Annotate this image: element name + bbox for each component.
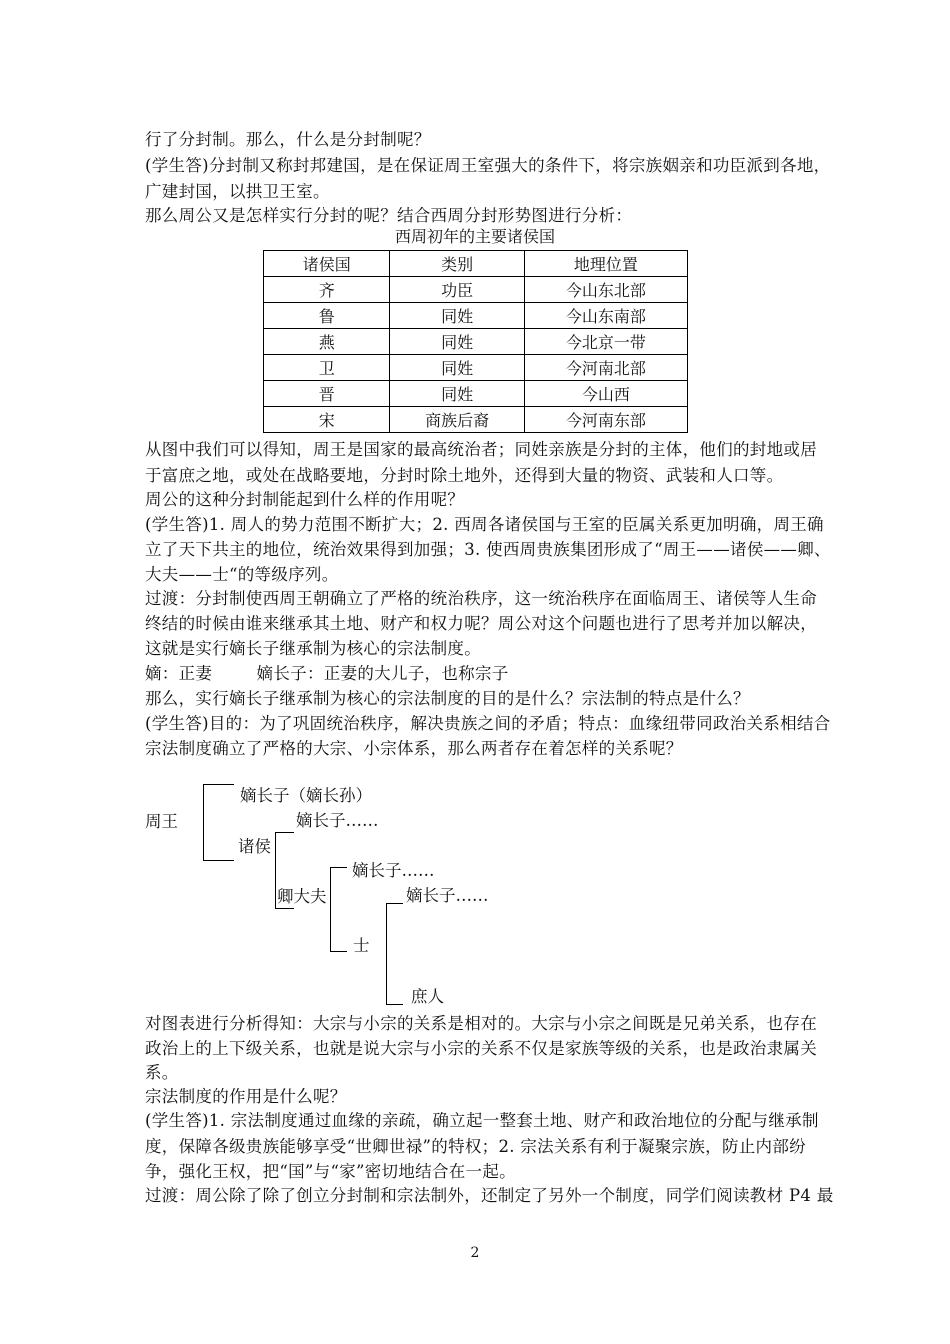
paragraph-line: 周公的这种分封制能起到什么样的作用呢？ — [145, 490, 465, 509]
table-cell: 同姓 — [390, 329, 524, 355]
table-header-cell: 诸侯国 — [264, 251, 390, 277]
bracket-zhouwang — [203, 784, 234, 861]
table-cell: 今山西 — [524, 381, 687, 407]
feudal-states-table — [263, 250, 688, 433]
table-cell: 功臣 — [390, 277, 524, 303]
table-cell: 同姓 — [390, 303, 524, 329]
paragraph-line: 度，保障各级贵族能够享受“世卿世禄”的特权；2. 宗法关系有利于凝聚宗族，防止内部纷 — [145, 1137, 806, 1156]
paragraph-line: 过渡：分封制使西周王朝确立了严格的统治秩序，这一统治秩序在面临周王、诸侯等人生命 — [145, 589, 817, 608]
tree-node-eldest-son-grandson: 嫡长子（嫡长孙） — [240, 786, 372, 805]
paragraph-line: (学生答)1. 周人的势力范围不断扩大；2. 西周各诸侯国与王室的臣属关系更加明确，周王确 — [145, 515, 824, 534]
table-cell: 同姓 — [390, 355, 524, 381]
tree-node-eldest-son: 嫡长子…… — [406, 886, 489, 905]
paragraph-line: 立了天下共主的地位，统治效果得到加强；3. 使西周贵族集团形成了“周王——诸侯——卿、 — [145, 540, 831, 559]
paragraph-line: 广建封国，以拱卫王室。 — [145, 182, 330, 201]
bracket-qingdafu — [330, 867, 347, 952]
table-cell: 卫 — [264, 355, 390, 381]
paragraph-line: (学生答)目的：为了巩固统治秩序，解决贵族之间的矛盾；特点：血缘纽带同政治关系相结合 — [145, 714, 831, 733]
tree-node-shi: 士 — [353, 936, 370, 955]
table-row — [264, 303, 688, 329]
tree-node-qingdafu: 卿大夫 — [277, 887, 327, 906]
table-header-row — [264, 251, 688, 277]
paragraph-line: 大夫——士“的等级序列。 — [145, 565, 339, 584]
tree-node-zhuhou: 诸侯 — [238, 837, 271, 856]
table-cell: 今山东南部 — [524, 303, 687, 329]
tree-node-shuren: 庶人 — [411, 987, 444, 1006]
table-row — [264, 277, 688, 303]
paragraph-line: 于富庶之地，或处在战略要地，分封时除土地外，还得到大量的物资、武装和人口等。 — [145, 466, 784, 485]
table-header-cell: 类别 — [390, 251, 524, 277]
tree-node-eldest-son: 嫡长子…… — [296, 811, 379, 830]
paragraph-line: 争，强化王权，把“国”与“家”密切地结合在一起。 — [145, 1162, 516, 1181]
paragraph-line: 宗法制度确立了严格的大宗、小宗体系，那么两者存在着怎样的关系呢？ — [145, 739, 683, 758]
tree-node-eldest-son: 嫡长子…… — [352, 861, 435, 880]
table-cell: 燕 — [264, 329, 390, 355]
paragraph-line: 终结的时候由谁来继承其土地、财产和权力呢？周公对这个问题也进行了思考并加以解决， — [145, 614, 817, 633]
paragraph-line: 从图中我们可以得知，周王是国家的最高统治者；同姓亲族是分封的主体，他们的封地或居 — [145, 440, 817, 459]
table-cell: 今河南东部 — [524, 407, 687, 433]
table-row — [264, 381, 688, 407]
page-number: 2 — [470, 1245, 480, 1261]
paragraph-line: 政治上的上下级关系，也就是说大宗与小宗的关系不仅是家族等级的关系，也是政治隶属关 — [145, 1039, 817, 1058]
paragraph-line: 这就是实行嫡长子继承制为核心的宗法制度。 — [145, 639, 481, 658]
paragraph-line: 那么，实行嫡长子继承制为核心的宗法制度的目的是什么？宗法制的特点是什么？ — [145, 689, 750, 708]
tree-node-zhouwang: 周王 — [145, 812, 178, 831]
table-header-cell: 地理位置 — [524, 251, 687, 277]
paragraph-line: 嫡：正妻 嫡长子：正妻的大儿子，也称宗子 — [145, 664, 509, 683]
table-row — [264, 329, 688, 355]
table-row — [264, 355, 688, 381]
table-cell: 今北京一带 — [524, 329, 687, 355]
paragraph-line: (学生答)分封制又称封邦建国，是在保证周王室强大的条件下，将宗族姻亲和功臣派到各地， — [145, 156, 831, 175]
table-cell: 今河南北部 — [524, 355, 687, 381]
paragraph-line: 系。 — [145, 1063, 179, 1082]
paragraph-line: (学生答)1. 宗法制度通过血缘的亲疏，确立起一整套土地、财产和政治地位的分配与继承制 — [145, 1111, 819, 1130]
paragraph-line: 那么周公又是怎样实行分封的呢？结合西周分封形势图进行分析： — [145, 206, 633, 225]
table-cell: 今山东北部 — [524, 277, 687, 303]
table-cell: 鲁 — [264, 303, 390, 329]
paragraph-line: 宗法制度的作用是什么呢？ — [145, 1087, 347, 1106]
table-cell: 商族后裔 — [390, 407, 524, 433]
paragraph-line: 过渡：周公除了除了创立分封制和宗法制外，还制定了另外一个制度，同学们阅读教材 P4 最 — [145, 1186, 834, 1205]
paragraph-line: 对图表进行分析得知：大宗与小宗的关系是相对的。大宗与小宗之间既是兄弟关系，也存在 — [145, 1014, 817, 1033]
table-caption: 西周初年的主要诸侯国 — [394, 227, 555, 246]
table-cell: 晋 — [264, 381, 390, 407]
table-cell: 宋 — [264, 407, 390, 433]
table-cell: 齐 — [264, 277, 390, 303]
table-row — [264, 407, 688, 433]
table-cell: 同姓 — [390, 381, 524, 407]
paragraph-line: 行了分封制。那么，什么是分封制呢？ — [145, 130, 431, 149]
bracket-shi — [386, 903, 403, 1005]
